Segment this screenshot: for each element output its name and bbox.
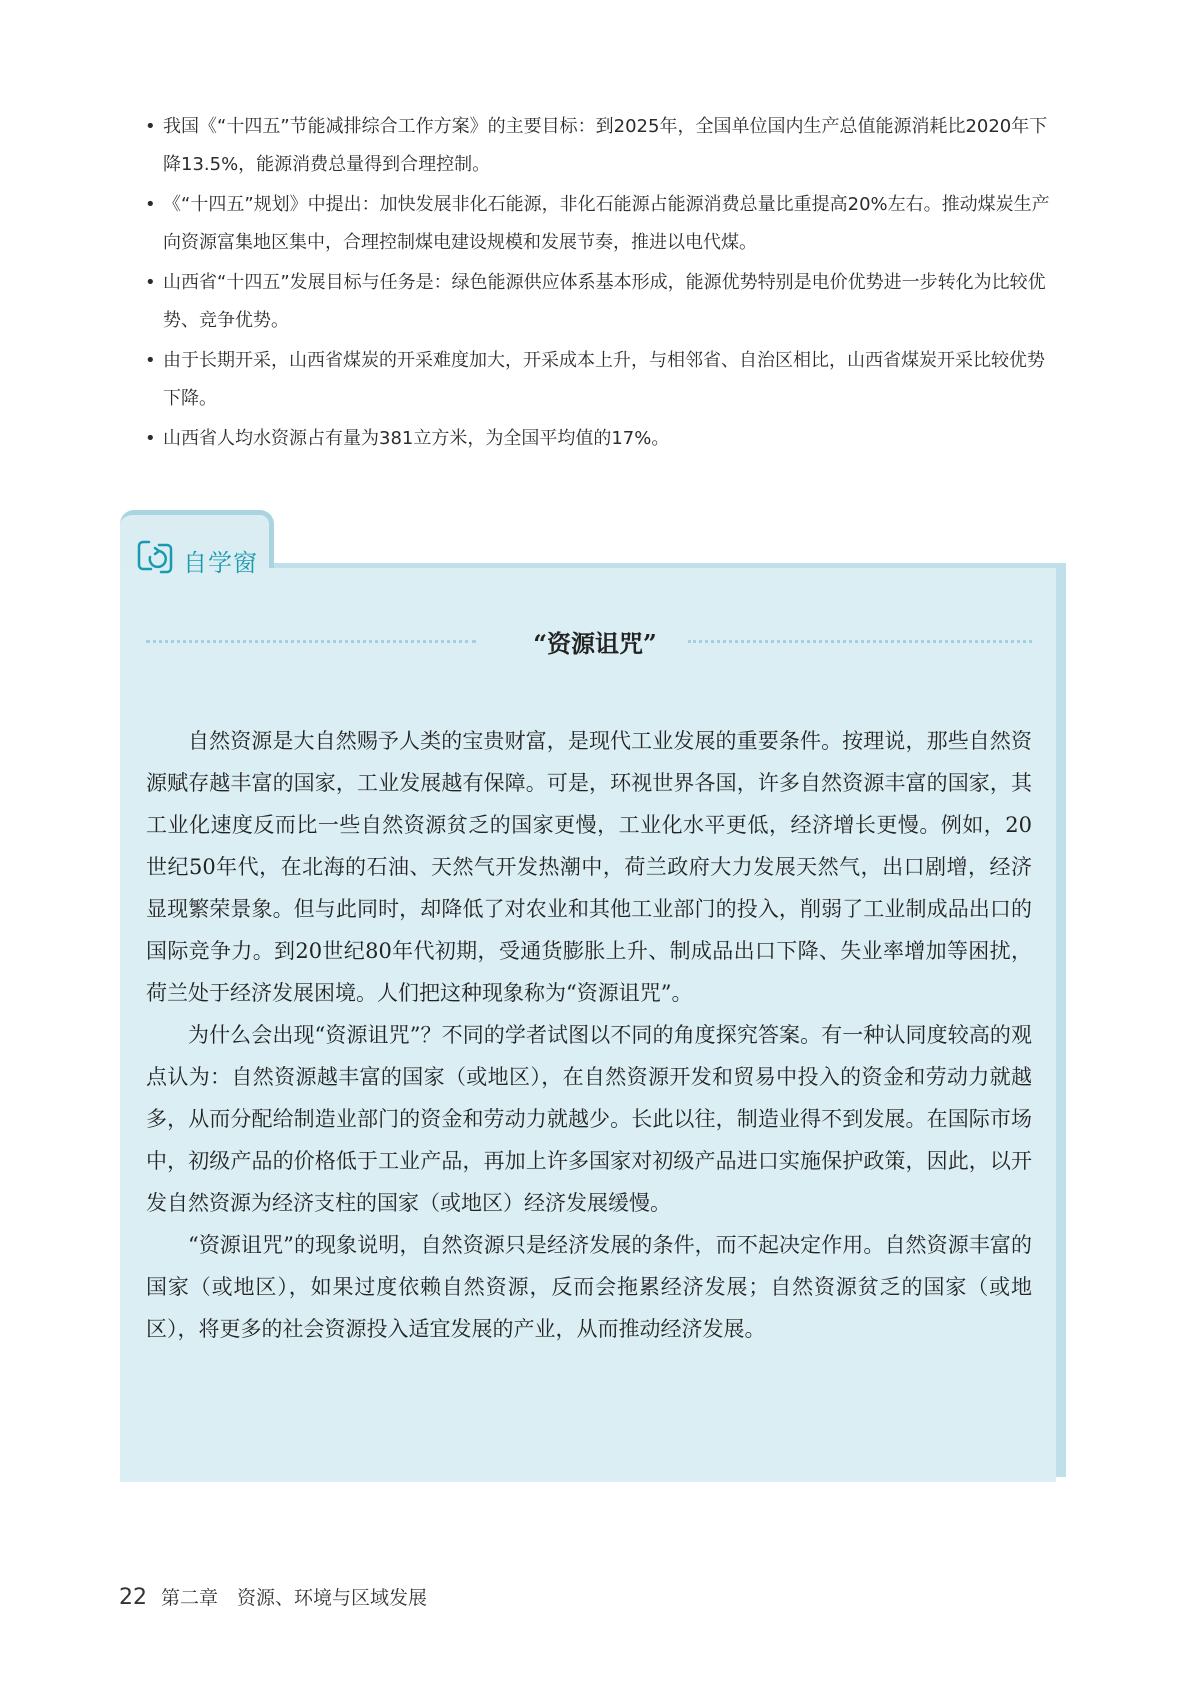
bullet-dot: • [145, 350, 156, 371]
bullet-text: 山西省人均水资源占有量为381立方米，为全国平均值的17%。 [163, 428, 670, 449]
bullet-item [145, 264, 1060, 340]
chapter-title: 第二章 资源、环境与区域发展 [161, 1587, 428, 1609]
bullet-text: 我国《“十四五”节能减排综合工作方案》的主要目标：到2025年，全国单位国内生产总值能源消耗比2020年下降13.5%，能源消费总量得到合理控制。 [163, 116, 1048, 175]
paragraph: 为什么会出现“资源诅咒”？不同的学者试图以不同的角度探究答案。有一种认同度较高的观点认为：自然资源越丰富的国家（或地区），在自然资源开发和贸易中投入的资金和劳动力就越多，从而分配给制造业部门的资金和劳动力就越少。长此以往，制造业得不到发展。在国际市场中，初级产品的价格低于工业产品，再加上许多国家对初级产品进口实施保护政策，因此，以开发自然资源为经济支柱的国家（或地区）经济发展缓慢。 [146, 1023, 1032, 1215]
bullet-text: 山西省“十四五”发展目标与任务是：绿色能源供应体系基本形成，能源优势特别是电价优势进一步转化为比较优势、竞争优势。 [163, 272, 1046, 331]
bullet-list [145, 108, 1060, 460]
bullet-dot: • [145, 428, 156, 449]
bullet-item [145, 342, 1060, 418]
refresh-icon [135, 537, 175, 577]
bullet-dot: • [145, 272, 156, 293]
paragraph: 自然资源是大自然赐予人类的宝贵财富，是现代工业发展的重要条件。按理说，那些自然资源赋存越丰富的国家，工业发展越有保障。可是，环视世界各国，许多自然资源丰富的国家，其工业化速度反而比一些自然资源贫乏的国家更慢，工业化水平更低，经济增长更慢。例如，20世纪50年代，在北海的石油、天然气开发热潮中，荷兰政府大力发展天然气，出口剧增，经济显现繁荣景象。但与此同时，却降低了对农业和其他工业部门的投入，削弱了工业制成品出口的国际竞争力。到20世纪80年代初期，受通货膨胀上升、制成品出口下降、失业率增加等困扰，荷兰处于经济发展困境。人们把这种现象称为“资源诅咒”。 [146, 729, 1032, 1005]
bullet-text: 由于长期开采，山西省煤炭的开采难度加大，开采成本上升，与相邻省、自治区相比，山西省煤炭开采比较优势下降。 [163, 350, 1045, 409]
paragraph: “资源诅咒”的现象说明，自然资源只是经济发展的条件，而不起决定作用。自然资源丰富的国家（或地区），如果过度依赖自然资源，反而会拖累经济发展；自然资源贫乏的国家（或地区），将更多的社会资源投入适宜发展的产业，从而推动经济发展。 [146, 1233, 1032, 1341]
bullet-dot: • [145, 116, 156, 137]
bullet-item [145, 420, 1060, 458]
self-study-label: 自学窗 [183, 549, 258, 577]
box-title: “资源诅咒” [533, 629, 657, 658]
bullet-item [145, 108, 1060, 184]
box-body [146, 720, 1032, 1350]
title-divider-left [146, 640, 476, 643]
page-number: 22 [119, 1585, 147, 1610]
bullet-item [145, 186, 1060, 262]
title-divider-right [688, 640, 1032, 643]
page-footer [119, 1583, 427, 1610]
bullet-text: 《“十四五”规划》中提出：加快发展非化石能源，非化石能源占能源消费总量比重提高20%左右。推动煤炭生产向资源富集地区集中，合理控制煤电建设规模和发展节奏，推进以电代煤。 [163, 194, 1050, 253]
bullet-dot: • [145, 194, 156, 215]
